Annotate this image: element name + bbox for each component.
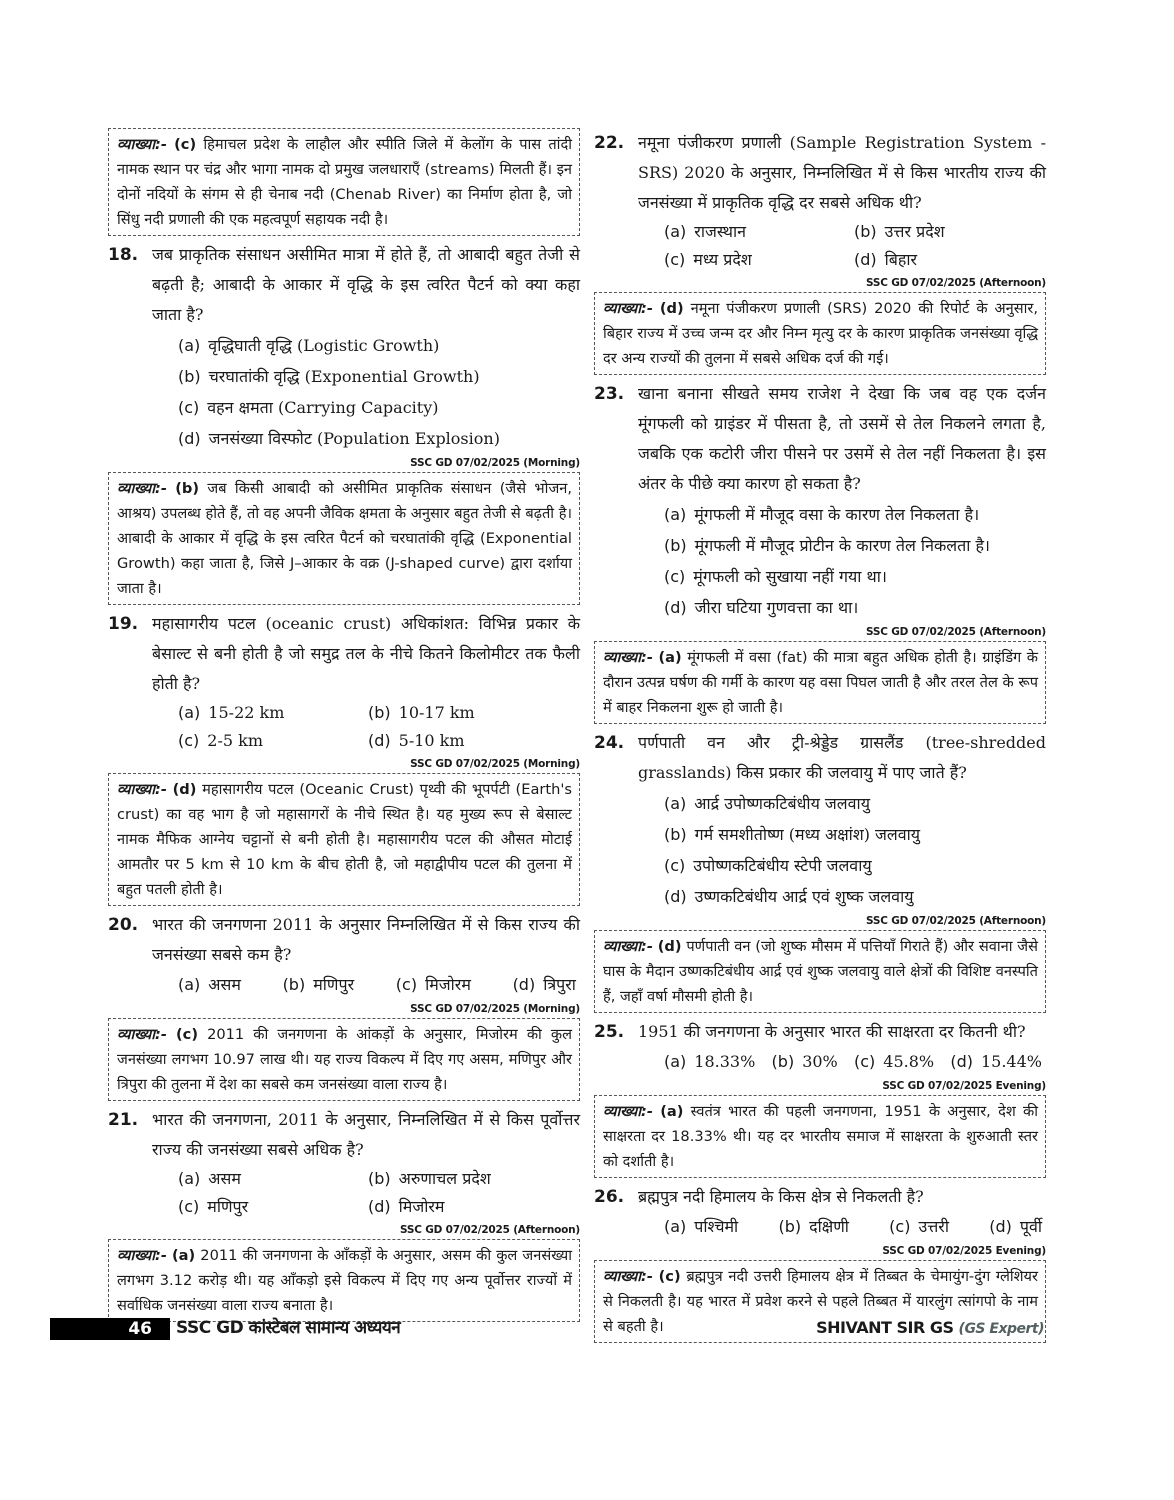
option-key: (d) <box>664 887 687 906</box>
exam-source: SSC GD 07/02/2025 (Afternoon) <box>400 1224 580 1236</box>
option-key: (c) <box>664 856 686 875</box>
option-text: त्रिपुरा <box>543 975 576 994</box>
option-b <box>283 970 355 1000</box>
option-text: वहन क्षमता (Carrying Capacity) <box>207 398 439 417</box>
option-key: (b) <box>664 536 687 555</box>
option-d <box>178 423 580 454</box>
option-d <box>368 727 580 755</box>
option-a <box>178 970 241 1000</box>
exam-source: SSC GD 07/02/2025 (Morning) <box>410 758 580 770</box>
option-c <box>664 246 854 274</box>
option-key: (c) <box>853 1052 876 1071</box>
explanation-box-25 <box>594 1095 1046 1178</box>
option-key: (d) <box>664 598 687 617</box>
exam-source: SSC GD 07/02/2025 (Morning) <box>410 457 580 469</box>
explanation-label: व्याख्या:- <box>117 781 167 798</box>
option-b <box>368 699 580 727</box>
option-c <box>889 1212 949 1242</box>
option-text: वृद्धिघाती वृद्धि (Logistic Growth) <box>208 336 440 355</box>
explanation-text: ब्रह्मपुत्र नदी उत्तरी हिमालय क्षेत्र में तिब्बत के चेमायुंग-दुंग ग्लेशियर से निकलती है। यह भारत में प्रवेश करने से पहले तिब्बत में यारलुंग त्सांगपो के नाम से बहती है। <box>603 1268 1038 1335</box>
brand-name: SHIVANT SIR GS <box>816 1318 954 1337</box>
option-key: (b) <box>368 703 391 722</box>
options-19 <box>108 699 580 755</box>
option-a <box>178 699 368 727</box>
question-text: 1951 की जनगणना के अनुसार भारत की साक्षरता दर कितनी थी? <box>638 1022 1026 1041</box>
question-23 <box>594 379 1046 499</box>
option-b <box>368 1165 580 1193</box>
option-d <box>513 970 576 1000</box>
option-c <box>664 850 1046 881</box>
question-text: भारत की जनगणना 2011 के अनुसार निम्नलिखित में से किस राज्य की जनसंख्या सबसे कम है? <box>152 915 580 964</box>
option-text: उत्तरी <box>918 1217 949 1236</box>
question-text: खाना बनाना सीखते समय राजेश ने देखा कि जब वह एक दर्जन मूंगफली को ग्राइंडर में पीसता है, तो उसमें से तेल निकलने लगता है, जबकि एक कटोरी जीरा पीसने पर उसमें से तेल नहीं निकलता है। इस अंतर के पीछे क्या कारण हो सकता है? <box>638 384 1046 493</box>
option-text: 15-22 km <box>208 703 285 722</box>
option-key: (d) <box>178 429 201 448</box>
option-key: (a) <box>664 1217 687 1236</box>
option-text: पूर्वी <box>1019 1217 1042 1236</box>
option-a <box>664 499 1046 530</box>
options-25 <box>594 1047 1046 1077</box>
explanation-answer: (d) <box>659 300 684 317</box>
option-key: (c) <box>664 567 686 586</box>
explanation-text: 2011 की जनगणना के आंकड़ों के अनुसार, मिजोरम की कुल जनसंख्या लगभग 10.97 लाख थी। यह राज्य विकल्प में दिए गए असम, मणिपुर और त्रिपुरा की तुलना में देश का सबसे कम जनसंख्या वाला राज्य है। <box>117 1026 572 1093</box>
explanation-answer: (a) <box>172 1247 196 1264</box>
option-key: (c) <box>889 1217 911 1236</box>
option-key: (b) <box>664 825 687 844</box>
option-c <box>854 1047 934 1077</box>
option-text: 18.33% <box>694 1052 756 1071</box>
question-25 <box>594 1017 1046 1047</box>
option-text: 5-10 km <box>398 731 465 750</box>
option-c <box>178 727 368 755</box>
option-key: (b) <box>771 1052 795 1071</box>
option-text: अरुणाचल प्रदेश <box>398 1169 491 1188</box>
explanation-box-23 <box>594 641 1046 724</box>
explanation-answer: (b) <box>175 480 200 497</box>
question-20 <box>108 910 580 970</box>
option-key: (c) <box>178 398 200 417</box>
explanation-answer: (d) <box>172 781 197 798</box>
option-text: मणिपुर <box>313 975 355 994</box>
options-21 <box>108 1165 580 1221</box>
option-d <box>368 1193 580 1221</box>
question-22 <box>594 128 1046 218</box>
question-text: महासागरीय पटल (oceanic crust) अधिकांशत: विभिन्न प्रकार के बेसाल्ट से बनी होती है जो समुद्र तल के नीचे कितने किलोमीटर तक फैली होती है? <box>152 614 580 693</box>
option-key: (b) <box>854 222 877 241</box>
explanation-text: स्वतंत्र भारत की पहली जनगणना, 1951 के अनुसार, देश की साक्षरता दर 18.33% थी। यह दर भारतीय समाज में साक्षरता के शुरुआती स्तर को दर्शाती है। <box>603 1103 1039 1170</box>
option-key: (c) <box>395 975 418 994</box>
option-text: मिजोरम <box>425 975 471 994</box>
explanation-box-19 <box>108 773 580 906</box>
option-text: 30% <box>802 1052 838 1071</box>
explanation-box-22 <box>594 292 1046 375</box>
question-text: नमूना पंजीकरण प्रणाली (Sample Registration System - SRS) 2020 के अनुसार, निम्नलिखित में से किस भारतीय राज्य की जनसंख्या में प्राकृतिक वृद्धि दर सबसे अधिक थी? <box>638 133 1046 212</box>
option-text: पश्चिमी <box>694 1217 739 1236</box>
option-key: (c) <box>664 250 686 269</box>
option-key: (b) <box>778 1217 802 1236</box>
option-text: बिहार <box>884 250 918 269</box>
option-key: (a) <box>178 703 201 722</box>
option-text: 10-17 km <box>398 703 475 722</box>
exam-source: SSC GD 07/02/2025 (Afternoon) <box>866 626 1046 638</box>
explanation-label: व्याख्या:- <box>603 1103 653 1120</box>
question-text: भारत की जनगणना, 2011 के अनुसार, निम्नलिखित में से किस पूर्वोत्तर राज्य की जनसंख्या सबसे अधिक है? <box>152 1110 580 1159</box>
question-21 <box>108 1105 580 1165</box>
option-key: (a) <box>664 1052 687 1071</box>
question-number: 26. <box>594 1187 625 1207</box>
option-text: उपोष्णकटिबंधीय स्टेपी जलवायु <box>693 856 872 875</box>
option-text: मणिपुर <box>207 1197 249 1216</box>
question-number: 19. <box>108 614 139 634</box>
option-key: (d) <box>989 1217 1012 1236</box>
brand-subtitle: (GS Expert) <box>958 1321 1044 1337</box>
options-20 <box>108 970 580 1000</box>
option-text: मिजोरम <box>398 1197 445 1216</box>
explanation-label: व्याख्या:- <box>117 1026 167 1043</box>
explanation-answer: (c) <box>658 1268 681 1285</box>
question-24 <box>594 728 1046 788</box>
options-22 <box>594 218 1046 274</box>
option-key: (d) <box>368 731 391 750</box>
option-text: जीरा घटिया गुणवत्ता का था। <box>694 598 859 617</box>
option-d <box>664 592 1046 623</box>
explanation-answer: (d) <box>657 938 682 955</box>
option-key: (a) <box>178 975 201 994</box>
option-text: असम <box>208 975 241 994</box>
option-key: (a) <box>178 1169 201 1188</box>
option-a <box>178 330 580 361</box>
exam-source: SSC GD 07/02/2025 Evening) <box>882 1080 1046 1092</box>
options-26 <box>594 1212 1046 1242</box>
question-text: ब्रह्मपुत्र नदी हिमालय के किस क्षेत्र से निकलती है? <box>638 1187 924 1206</box>
option-key: (d) <box>950 1052 973 1071</box>
page-number: 46 <box>128 1319 152 1339</box>
question-number: 23. <box>594 384 625 404</box>
explanation-text: जब किसी आबादी को असीमित प्राकृतिक संसाधन (जैसे भोजन, आश्रय) उपलब्ध होते हैं, तो वह अपनी जैविक क्षमता के अनुसार बहुत तेजी से बढ़ती है। आबादी के आकार में वृद्धि के इस त्वरित पैटर्न को चरघातांकी वृद्धि (Exponential Growth) कहा जाता है, जिसे J–आकार के वक्र (J-shaped curve) द्वारा दर्शाया जाता है। <box>117 480 573 597</box>
explanation-box-17 <box>108 128 580 236</box>
question-18 <box>108 240 580 330</box>
exam-source: SSC GD 07/02/2025 (Afternoon) <box>866 277 1046 289</box>
option-b <box>772 1047 838 1077</box>
option-d <box>989 1212 1042 1242</box>
right-column <box>594 128 1046 1345</box>
question-text: पर्णपाती वन और ट्री-श्रेड्डेड ग्रासलैंड (tree-shredded grasslands) किस प्रकार की जलवायु में पाए जाते हैं? <box>638 733 1046 782</box>
option-a <box>664 218 854 246</box>
explanation-label: व्याख्या:- <box>117 136 167 153</box>
option-text: गर्म समशीतोष्ण (मध्य अक्षांश) जलवायु <box>694 825 921 844</box>
option-d <box>664 881 1046 912</box>
option-b <box>778 1212 848 1242</box>
option-key: (d) <box>512 975 536 994</box>
option-text: मूंगफली में मौजूद प्रोटीन के कारण तेल निकलता है। <box>694 536 991 555</box>
question-number: 22. <box>594 133 625 153</box>
option-key: (d) <box>368 1197 391 1216</box>
explanation-text: हिमाचल प्रदेश के लाहौल और स्पीति जिले में केलोंग के पास तांदी नामक स्थान पर चंद्र और भागा नामक दो प्रमुख जलधाराएँ (streams) मिलती हैं। इन दोनों नदियों के संगम से ही चेनाब नदी (Chenab River) का निर्माण होता है, जो सिंधु नदी प्रणाली की एक महत्वपूर्ण सहायक नदी है। <box>117 136 572 228</box>
option-c <box>178 392 580 423</box>
option-a <box>178 1165 368 1193</box>
explanation-text: मूंगफली में वसा (fat) की मात्रा बहुत अधिक होती है। ग्राइंडिंग के दौरान उत्पन्न घर्षण की गर्मी के कारण यह वसा पिघल जाती है और तरल तेल के रूप में बाहर निकलना शुरू हो जाती है। <box>603 649 1039 716</box>
option-a <box>664 1212 738 1242</box>
option-a <box>664 788 1046 819</box>
option-text: 2-5 km <box>207 731 263 750</box>
question-19 <box>108 609 580 699</box>
explanation-box-18 <box>108 472 580 605</box>
option-key: (b) <box>178 367 201 386</box>
question-number: 20. <box>108 915 139 935</box>
exam-source: SSC GD 07/02/2025 (Morning) <box>410 1003 580 1015</box>
explanation-answer: (a) <box>658 649 682 666</box>
option-text: उष्णकटिबंधीय आर्द्र एवं शुष्क जलवायु <box>694 887 914 906</box>
option-text: मध्य प्रदेश <box>693 250 752 269</box>
explanation-answer: (c) <box>176 1026 198 1043</box>
options-23 <box>594 499 1046 623</box>
question-26 <box>594 1182 1046 1212</box>
question-text: जब प्राकृतिक संसाधन असीमित मात्रा में होते हैं, तो आबादी बहुत तेजी से बढ़ती है; आबादी के आकार में वृद्धि के इस त्वरित पैटर्न को क्या कहा जाता है? <box>152 245 580 324</box>
question-number: 18. <box>108 245 139 265</box>
option-b <box>664 530 1046 561</box>
options-24 <box>594 788 1046 912</box>
left-column <box>108 128 580 1324</box>
explanation-answer: (c) <box>174 136 197 153</box>
explanation-label: व्याख्या:- <box>117 1247 167 1264</box>
option-key: (b) <box>368 1169 391 1188</box>
question-number: 21. <box>108 1110 139 1130</box>
option-d <box>950 1047 1042 1077</box>
option-key: (a) <box>178 336 201 355</box>
exam-source: SSC GD 07/02/2025 (Afternoon) <box>866 915 1046 927</box>
option-text: दक्षिणी <box>809 1217 849 1236</box>
option-text: मूंगफली में मौजूद वसा के कारण तेल निकलता है। <box>694 505 980 524</box>
explanation-label: व्याख्या:- <box>117 480 167 497</box>
option-c <box>396 970 471 1000</box>
question-number: 25. <box>594 1022 625 1042</box>
option-c <box>178 1193 368 1221</box>
explanation-text: महासागरीय पटल (Oceanic Crust) पृथ्वी की भूपर्पटी (Earth's crust) का वह भाग है जो महासागरों के नीचे स्थित है। यह मुख्य रूप से बेसाल्ट नामक मैफिक आग्नेय चट्टानों से बनी होती है। महासागरीय पटल की औसत मोटाई आमतौर पर 5 km से 10 km के बीच होती है, जो महाद्वीपीय पटल की तुलना में बहुत पतली होती है। <box>117 781 572 898</box>
question-number: 24. <box>594 733 625 753</box>
option-b <box>178 361 580 392</box>
option-b <box>664 819 1046 850</box>
option-key: (c) <box>178 1197 200 1216</box>
option-c <box>664 561 1046 592</box>
book-title: SSC GD कांस्टेबल सामान्य अध्ययन <box>176 1318 401 1338</box>
explanation-label: व्याख्या:- <box>603 300 653 317</box>
option-key: (b) <box>282 975 306 994</box>
option-key: (a) <box>664 794 687 813</box>
option-text: राजस्थान <box>694 222 747 241</box>
option-d <box>854 246 1046 274</box>
option-text: आर्द्र उपोष्णकटिबंधीय जलवायु <box>694 794 870 813</box>
option-key: (d) <box>854 250 877 269</box>
option-key: (c) <box>178 731 200 750</box>
page-number-bar <box>50 1318 170 1340</box>
explanation-text: पर्णपाती वन (जो शुष्क मौसम में पत्तियाँ गिराते हैं) और सवाना जैसे घास के मैदान उष्णकटिबंधीय आर्द्र एवं शुष्क जलवायु वाले क्षेत्रों की विशिष्ट वनस्पति हैं, जहाँ वर्षा मौसमी होती है। <box>603 938 1038 1005</box>
option-key: (a) <box>664 505 687 524</box>
explanation-text: 2011 की जनगणना के आँकड़ों के अनुसार, असम की कुल जनसंख्या लगभग 3.12 करोड़ थी। यह आँकड़ो इसे विकल्प में दिए गए अन्य पूर्वोत्तर राज्यों में सर्वाधिक जनसंख्या वाला राज्य बनाता है। <box>117 1247 572 1314</box>
options-18 <box>108 330 580 454</box>
explanation-box-24 <box>594 930 1046 1013</box>
option-text: चरघातांकी वृद्धि (Exponential Growth) <box>208 367 480 386</box>
explanation-text: नमूना पंजीकरण प्रणाली (SRS) 2020 की रिपोर्ट के अनुसार, बिहार राज्य में उच्च जन्म दर और निम्न मृत्यु दर के कारण प्राकृतिक जनसंख्या वृद्धि दर अन्य राज्यों की तुलना में सबसे अधिक दर्ज की गई। <box>603 300 1038 367</box>
option-a <box>664 1047 755 1077</box>
brand <box>816 1316 1044 1341</box>
option-text: उत्तर प्रदेश <box>884 222 945 241</box>
explanation-label: व्याख्या:- <box>603 1268 653 1285</box>
explanation-label: व्याख्या:- <box>603 649 653 666</box>
option-text: असम <box>208 1169 241 1188</box>
explanation-answer: (a) <box>660 1103 684 1120</box>
option-text: 15.44% <box>980 1052 1042 1071</box>
exam-source: SSC GD 07/02/2025 Evening) <box>882 1245 1046 1257</box>
option-text: 45.8% <box>883 1052 935 1071</box>
explanation-box-21 <box>108 1239 580 1322</box>
option-key: (a) <box>664 222 687 241</box>
explanation-box-20 <box>108 1018 580 1101</box>
option-text: जनसंख्या विस्फोट (Population Explosion) <box>208 429 500 448</box>
option-b <box>854 218 1046 246</box>
option-text: मूंगफली को सुखाया नहीं गया था। <box>693 567 887 586</box>
explanation-label: व्याख्या:- <box>603 938 653 955</box>
